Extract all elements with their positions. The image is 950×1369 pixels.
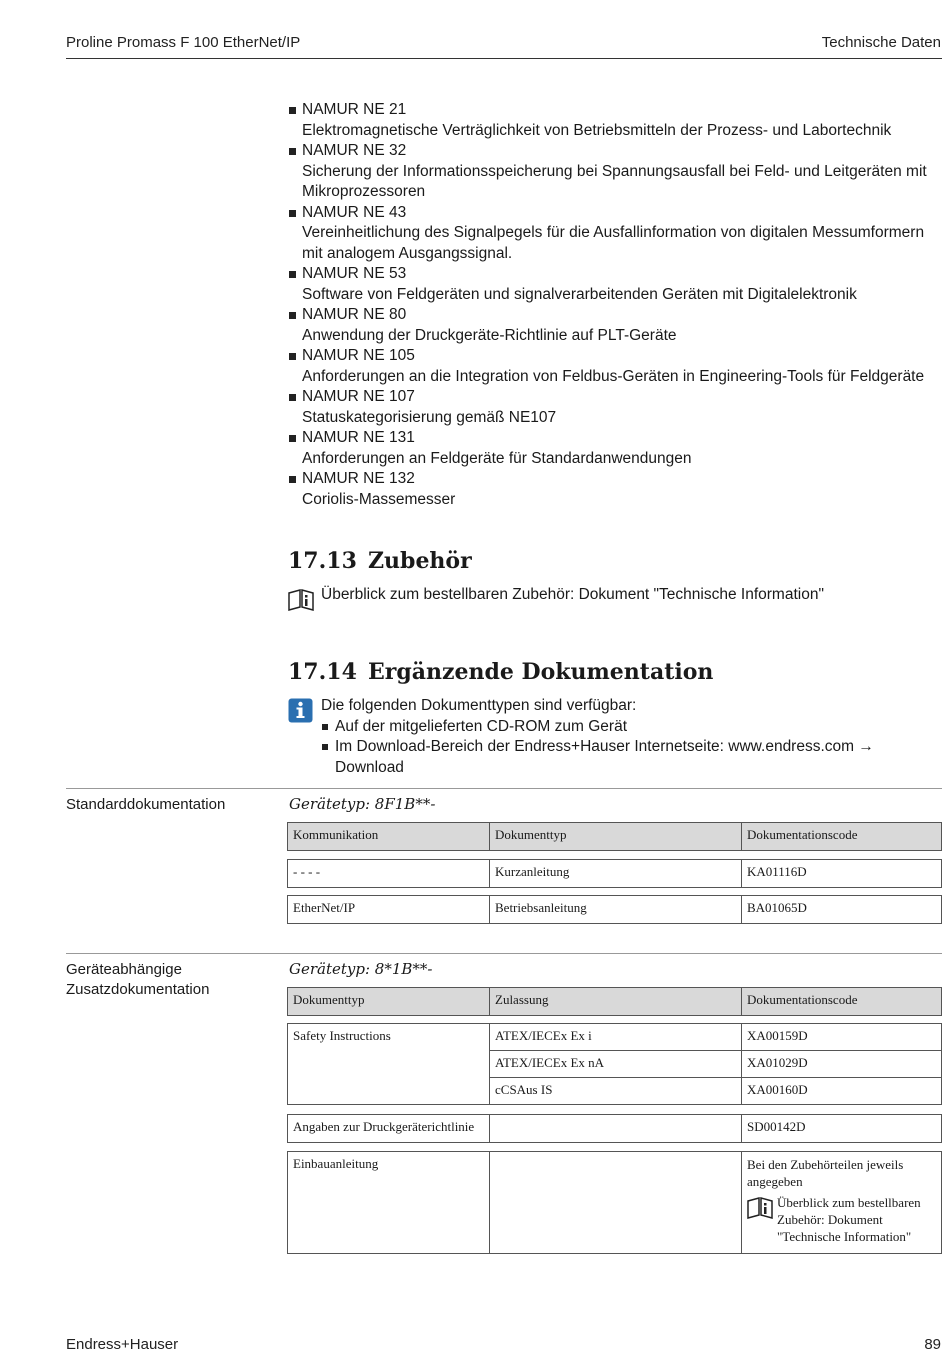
column-header: Kommunikation [288, 823, 490, 851]
namur-list-container [288, 100, 940, 510]
namur-code: NAMUR NE 80 [302, 306, 407, 323]
namur-code: NAMUR NE 131 [302, 429, 415, 446]
list-item [288, 428, 940, 469]
namur-description: Coriolis-Massemesser [302, 490, 456, 508]
namur-description: Vereinheitlichung des Signalpegels für die Ausfallinformation von digitalen Messumformern mit analogem Ausgangssignal. [302, 224, 925, 262]
namur-code: NAMUR NE 132 [302, 470, 415, 487]
table-cell: KA01116D [742, 860, 942, 888]
namur-description: Sicherung der Informationsspeicherung bei Spannungsausfall bei Feld- und Leitgeräten mit Mikroprozessoren [302, 162, 927, 200]
installation-note [747, 1194, 936, 1245]
header-rule [66, 58, 942, 59]
section-heading-documentation [288, 659, 713, 685]
namur-code: NAMUR NE 43 [302, 203, 407, 221]
accessories-note: Überblick zum bestellbaren Zubehör: Dokument "Technische Information" [321, 586, 824, 603]
table-cell: Kurzanleitung [490, 860, 742, 888]
book-icon [747, 1194, 777, 1245]
section-title: Ergänzende Dokumentation [368, 659, 714, 685]
installation-note-text: Überblick zum bestellbaren Zubehör: Dokument "Technische Information" [777, 1195, 921, 1244]
table-row [287, 859, 942, 888]
table-row [287, 1151, 942, 1254]
namur-code: NAMUR NE 32 [302, 142, 407, 159]
side-label-additional: Geräteabhängige Zusatzdokumentation [66, 961, 210, 998]
list-item [288, 264, 940, 305]
table-cell [490, 1115, 742, 1143]
list-item [288, 305, 940, 346]
column-header: Dokumentationscode [742, 823, 942, 851]
namur-list [288, 100, 940, 510]
list-item [288, 469, 940, 510]
list-item: Auf der mitgelieferten CD-ROM zum Gerät [321, 717, 946, 738]
table-cell: ATEX/IECEx Ex nA [490, 1051, 742, 1078]
table-cell: XA01029D [742, 1051, 942, 1078]
namur-code: NAMUR NE 105 [302, 347, 415, 364]
list-item [288, 346, 940, 387]
table-cell: - - - - [288, 860, 490, 888]
documentation-note [321, 696, 946, 778]
list-item [288, 203, 940, 265]
namur-description: Anforderungen an Feldgeräte für Standardanwendungen [302, 449, 692, 467]
footer-company: Endress+Hauser [66, 1336, 179, 1353]
safety-instructions-table [287, 1023, 942, 1105]
list-item [288, 387, 940, 428]
table-cell: Angaben zur Druckgeräterichtlinie [288, 1115, 490, 1143]
list-item: Im Download-Bereich der Endress+Hauser Internetseite: www.endress.com → Download [321, 737, 946, 778]
section-title: Zubehör [368, 548, 472, 574]
namur-description: Anwendung der Druckgeräte-Richtlinie auf PLT-Geräte [302, 326, 677, 344]
table-cell: cCSAus IS [490, 1078, 742, 1105]
table-cell: BA01065D [742, 896, 942, 924]
device-type-additional: Gerätetyp: 8*1B**- [289, 960, 433, 978]
table-cell: Safety Instructions [288, 1024, 490, 1105]
list-item [288, 141, 940, 203]
column-header: Zulassung [490, 988, 742, 1016]
table-cell: XA00159D [742, 1024, 942, 1051]
device-type-standard: Gerätetyp: 8F1B**- [289, 795, 436, 813]
namur-code: NAMUR NE 107 [302, 388, 415, 405]
table-cell: SD00142D [742, 1115, 942, 1143]
section-number: 17.13 [288, 548, 357, 574]
table-cell: Betriebsanleitung [490, 896, 742, 924]
table-cell: Einbauanleitung [288, 1152, 490, 1254]
section-number: 17.14 [288, 659, 357, 685]
column-header: Dokumentationscode [742, 988, 942, 1016]
table-row [287, 1114, 942, 1143]
header-left: Proline Promass F 100 EtherNet/IP [66, 34, 301, 51]
column-header: Dokumenttyp [288, 988, 490, 1016]
installation-code-text: Bei den Zubehörteilen jeweils angegeben [747, 1157, 904, 1189]
standard-table-header [287, 822, 942, 851]
table-cell [490, 1152, 742, 1254]
namur-description: Software von Feldgeräten und signalverarbeitenden Geräten mit Digitalelektronik [302, 285, 857, 303]
documentation-sub-list [321, 717, 946, 779]
namur-description: Anforderungen an die Integration von Feldbus-Geräten in Engineering-Tools für Feldgeräte [302, 367, 925, 385]
section-divider [66, 788, 942, 789]
documentation-note-text: Die folgenden Dokumenttypen sind verfügbar: [321, 697, 637, 714]
table-cell-installation-code [742, 1152, 942, 1254]
table-cell: ATEX/IECEx Ex i [490, 1024, 742, 1051]
namur-code: NAMUR NE 53 [302, 265, 407, 282]
table-cell: EtherNet/IP [288, 896, 490, 924]
additional-table-header [287, 987, 942, 1016]
page-number: 89 [924, 1336, 941, 1353]
section-heading-accessories [288, 548, 472, 574]
table-cell: XA00160D [742, 1078, 942, 1105]
namur-description: Elektromagnetische Verträglichkeit von Betriebsmitteln der Prozess- und Labortechnik [302, 121, 892, 139]
section-divider [66, 953, 942, 954]
side-label-standard: Standarddokumentation [66, 796, 226, 813]
namur-description: Statuskategorisierung gemäß NE107 [302, 408, 557, 426]
list-item [288, 100, 940, 141]
header-right: Technische Daten [821, 34, 941, 51]
book-icon [288, 588, 314, 616]
namur-code: NAMUR NE 21 [302, 101, 407, 118]
table-row [287, 895, 942, 924]
column-header: Dokumenttyp [490, 823, 742, 851]
info-icon [288, 698, 313, 727]
